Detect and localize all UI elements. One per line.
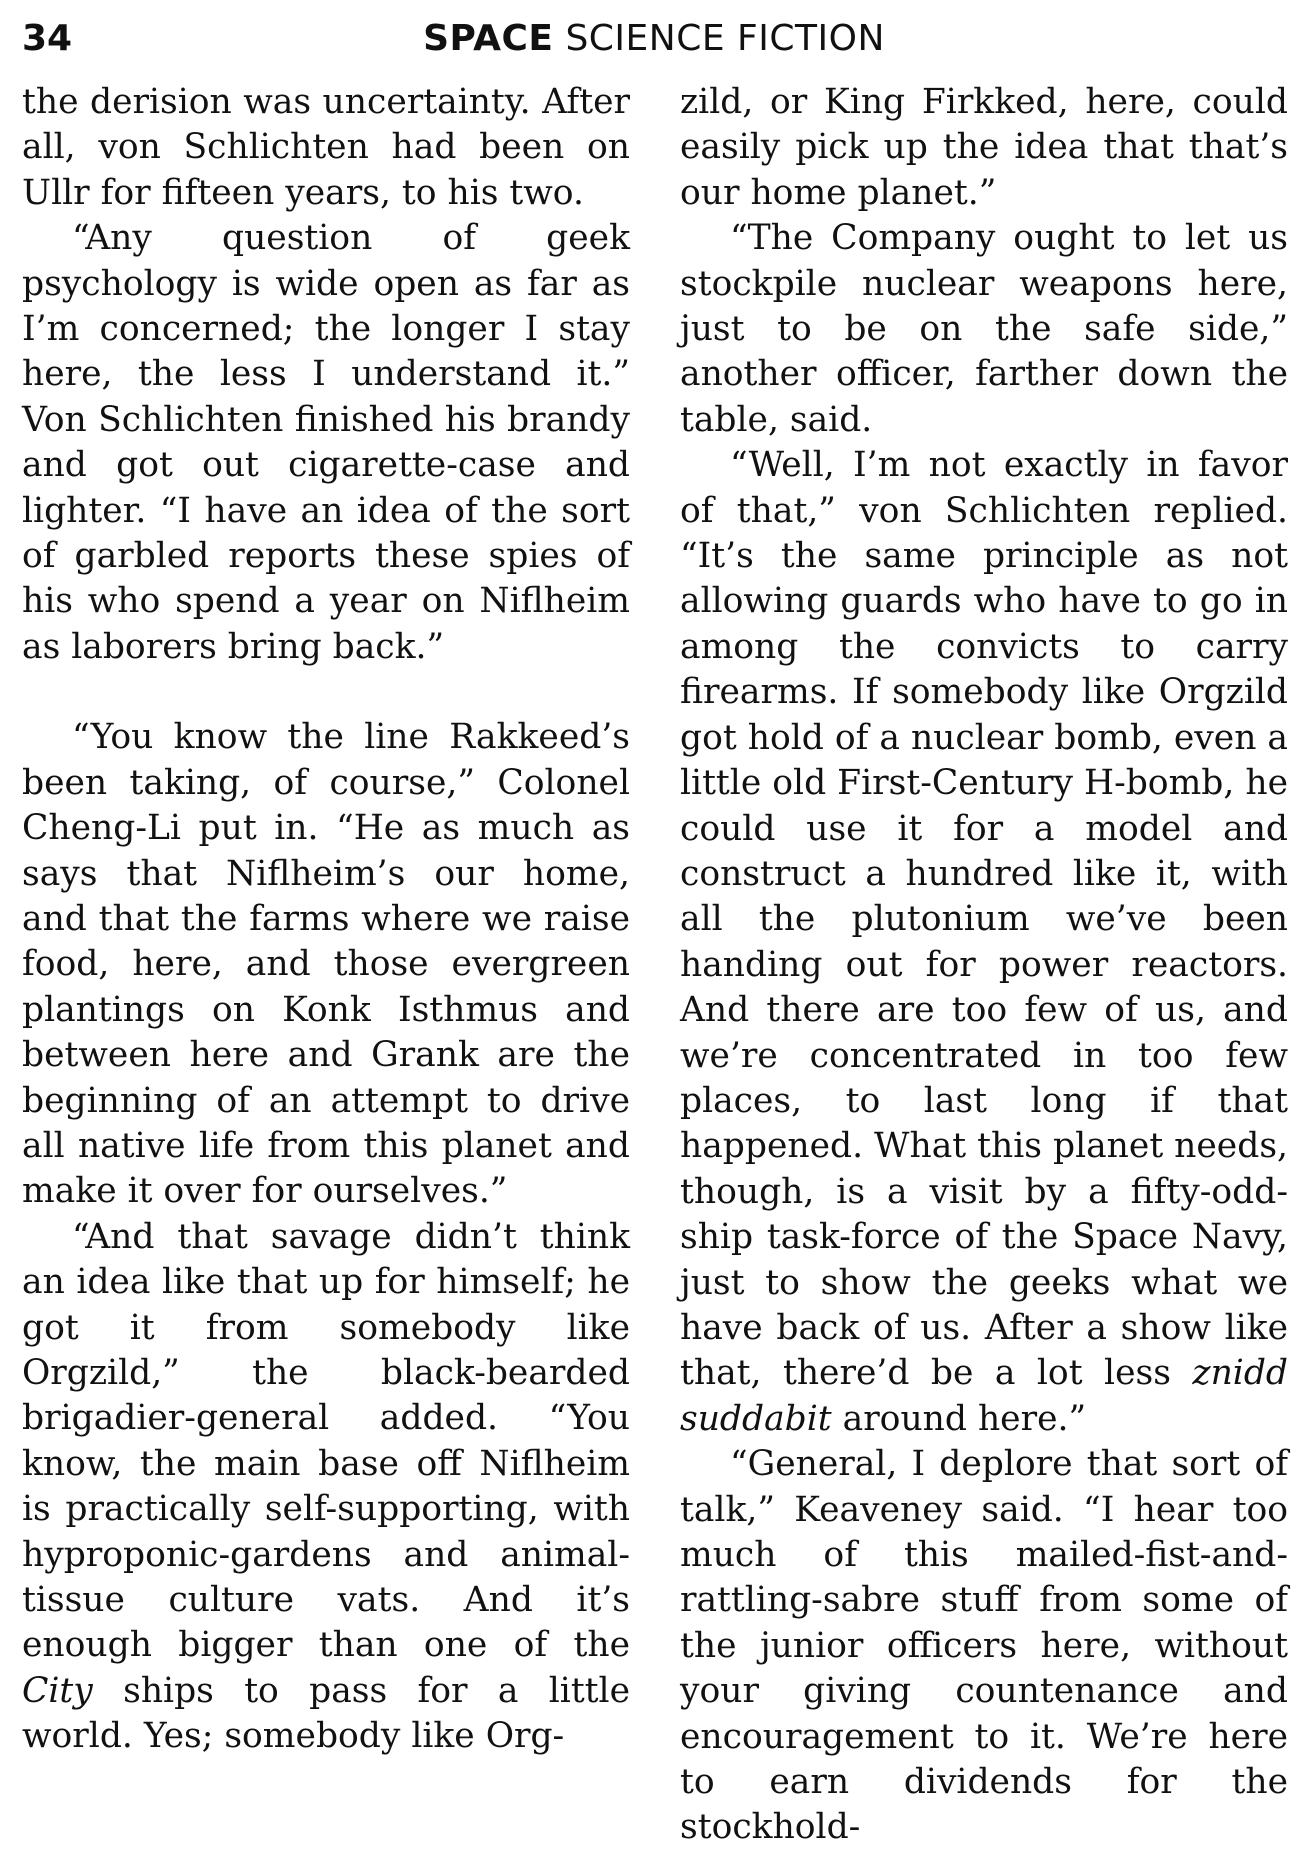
- magazine-title-bold: SPACE: [423, 18, 554, 59]
- paragraph-text: “And that savage didn’t think an idea like that up for himself; he got it from somebody like Orgzild,” the black-bearded brigadier-general added. “You know, the main base off Niflheim is practically self-supporting, with hyproponic-gardens and animal-tissue culture vats. And it’s enough bigger than one of the: [22, 1216, 630, 1666]
- paragraph: [680, 443, 1288, 1442]
- paragraph-text: “Well, I’m not exactly in favor of that,” von Schlichten replied. “It’s the same principle as not allowing guards who have to go in among the convicts to carry firearms. If somebody like Orgzild got hold of a nuclear bomb, even a little old First-Century H-bomb, he could use it for a model and construct a hundred like it, with all the plutonium we’ve been handing out for power reactors. And there are too few of us, and we’re concentrated in too few places, to last long if that happened. What this planet needs, though, is a visit by a fifty-odd-ship task-force of the Space Navy, just to show the geeks what we have back of us. After a show like that, there’d be a lot less: [680, 445, 1288, 1394]
- paragraph: [22, 1215, 630, 1760]
- section-break: [22, 670, 630, 715]
- right-column: [680, 80, 1288, 1851]
- left-column: [22, 80, 630, 1760]
- page-header: [22, 12, 1286, 72]
- magazine-title-rest: SCIENCE FICTION: [565, 18, 885, 59]
- italic-text: znidd suddabit: [680, 1353, 1288, 1439]
- paragraph: “Any question of geek psychology is wide open as far as I’m concerned; the longer I stay here, the less I understand it.” Von Schlichten finished his brandy and got out cigarette-case and lighter. “I have an idea of the sort of garbled reports these spies of his who spend a year on Niflheim as laborers bring back.”: [22, 218, 630, 667]
- italic-text: City: [22, 1670, 93, 1711]
- page-number: 34: [22, 18, 73, 59]
- running-title: [22, 18, 1286, 59]
- paragraph: zild, or King Firkked, here, could easily pick up the idea that that’s our home planet.”: [680, 82, 1288, 213]
- paragraph: “General, I deplore that sort of talk,” Keaveney said. “I hear too much of this mailed-fist-and-rattling-sabre stuff from some of the junior officers here, without your giving countenance and encouragement to it. We’re here to earn dividends for the stockhold-: [680, 1444, 1288, 1848]
- paragraph-text: ships to pass for a little world. Yes; somebody like Org-: [22, 1670, 630, 1757]
- paragraph-text: around here.”: [842, 1398, 1087, 1439]
- paragraph: “The Company ought to let us stockpile nuclear weapons here, just to be on the safe side,” another officer, farther down the table, said.: [680, 218, 1288, 440]
- paragraph: the derision was uncertainty. After all, von Schlichten had been on Ullr for fifteen years, to his two.: [22, 82, 630, 213]
- paragraph: “You know the line Rakkeed’s been taking, of course,” Colonel Cheng-Li put in. “He as much as says that Niflheim’s our home, and that the farms where we raise food, here, and those evergreen plantings on Konk Isthmus and between here and Grank are the beginning of an attempt to drive all native life from this planet and make it over for ourselves.”: [22, 717, 630, 1212]
